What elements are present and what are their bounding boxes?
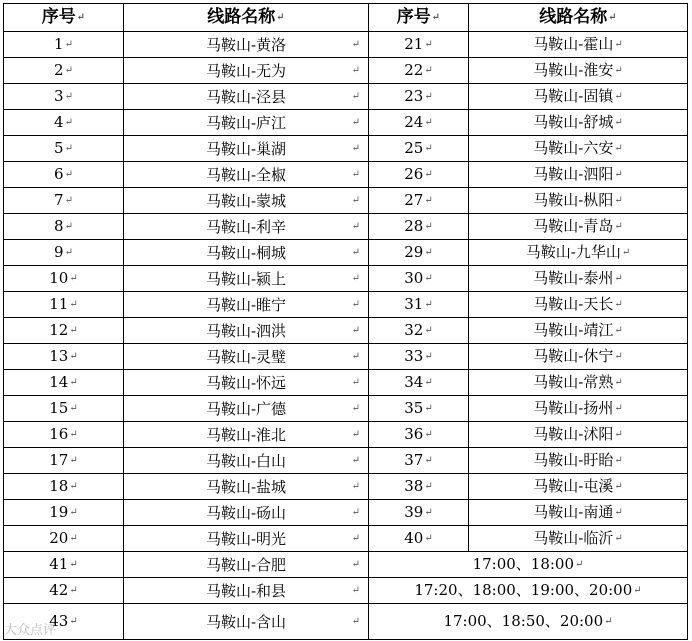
route-name-cell: 马鞍山-泗洪 ↵: [124, 318, 369, 344]
route-name-cell: 马鞍山-泾县 ↵: [124, 84, 369, 110]
seq-number-cell: 5↵: [4, 136, 124, 162]
route-name-cell: 马鞍山-枞阳↵: [469, 188, 688, 214]
route-name-cell: 马鞍山-舒城↵: [469, 110, 688, 136]
seq-number-cell: 34↵: [369, 370, 469, 396]
table-row: [4, 162, 688, 188]
route-name-cell: 马鞍山-盐城 ↵: [124, 474, 369, 500]
table-row: [4, 370, 688, 396]
route-name-cell: 马鞍山-广德 ↵: [124, 396, 369, 422]
seq-number-cell: 41↵: [4, 552, 124, 578]
seq-number-cell: 30↵: [369, 266, 469, 292]
seq-number-cell: 10↵: [4, 266, 124, 292]
table-row: [4, 32, 688, 58]
seq-number-cell: 29↵: [369, 240, 469, 266]
table-row: [4, 188, 688, 214]
seq-number-cell: 33↵: [369, 344, 469, 370]
seq-number-cell: 13↵: [4, 344, 124, 370]
route-name-cell: 马鞍山-泰州↵: [469, 266, 688, 292]
seq-number-cell: 36↵: [369, 422, 469, 448]
route-name-cell: 马鞍山-扬州↵: [469, 396, 688, 422]
seq-number-cell: 25↵: [369, 136, 469, 162]
seq-number-cell: 16↵: [4, 422, 124, 448]
route-name-cell: 马鞍山-九华山↵: [469, 240, 688, 266]
seq-number-cell: 23↵: [369, 84, 469, 110]
seq-number-cell: 31↵: [369, 292, 469, 318]
route-name-cell: 马鞍山-盱眙↵: [469, 448, 688, 474]
departure-times-cell: 17:20、18:00、19:00、20:00↵: [369, 578, 688, 604]
route-name-cell: 马鞍山-六安↵: [469, 136, 688, 162]
table-row: [4, 266, 688, 292]
route-name-cell: 马鞍山-桐城 ↵: [124, 240, 369, 266]
seq-number-cell: 39↵: [369, 500, 469, 526]
seq-number-cell: 35↵: [369, 396, 469, 422]
seq-number-cell: 11↵: [4, 292, 124, 318]
schedule-row: [4, 578, 688, 604]
table-row: [4, 500, 688, 526]
table-row: [4, 240, 688, 266]
table-header-row: [4, 4, 688, 32]
seq-number-cell: 3↵: [4, 84, 124, 110]
seq-number-cell: 43↵: [4, 604, 124, 640]
seq-number-cell: 22↵: [369, 58, 469, 84]
route-name-cell: 马鞍山-青岛↵: [469, 214, 688, 240]
route-name-cell: 马鞍山-固镇↵: [469, 84, 688, 110]
route-name-cell: 马鞍山-霍山↵: [469, 32, 688, 58]
table-row: [4, 344, 688, 370]
route-name-cell: 马鞍山-常熟↵: [469, 370, 688, 396]
seq-number-cell: 28↵: [369, 214, 469, 240]
seq-number-cell: 17↵: [4, 448, 124, 474]
seq-header: 序号↵: [4, 4, 124, 32]
route-name-cell: 马鞍山-庐江 ↵: [124, 110, 369, 136]
route-name-cell: 马鞍山-沭阳↵: [469, 422, 688, 448]
route-name-cell: 马鞍山-休宁↵: [469, 344, 688, 370]
route-name-cell: 马鞍山-睢宁 ↵: [124, 292, 369, 318]
table-row: [4, 110, 688, 136]
schedule-row: [4, 552, 688, 578]
seq-number-cell: 14↵: [4, 370, 124, 396]
bus-route-table: [3, 3, 688, 640]
route-name-cell: 马鞍山-利辛 ↵: [124, 214, 369, 240]
seq-number-cell: 26↵: [369, 162, 469, 188]
seq-number-cell: 19↵: [4, 500, 124, 526]
route-name-cell: 马鞍山-泗阳↵: [469, 162, 688, 188]
route-name-cell: 马鞍山-含山 ↵: [124, 604, 369, 640]
route-name-cell: 马鞍山-淮安↵: [469, 58, 688, 84]
route-name-cell: 马鞍山-明光 ↵: [124, 526, 369, 552]
seq-number-cell: 4↵: [4, 110, 124, 136]
route-name-cell: 马鞍山-天长↵: [469, 292, 688, 318]
route-name-cell: 马鞍山-靖江↵: [469, 318, 688, 344]
seq-number-cell: 21↵: [369, 32, 469, 58]
table-row: [4, 58, 688, 84]
seq-number-cell: 7↵: [4, 188, 124, 214]
seq-number-cell: 37↵: [369, 448, 469, 474]
route-name-cell: 马鞍山-巢湖 ↵: [124, 136, 369, 162]
seq-number-cell: 8↵: [4, 214, 124, 240]
seq-number-cell: 6↵: [4, 162, 124, 188]
route-header: 线路名称↵: [469, 4, 688, 32]
seq-number-cell: 32↵: [369, 318, 469, 344]
route-name-cell: 马鞍山-和县 ↵: [124, 578, 369, 604]
departure-times-cell: 17:00、18:00↵: [369, 552, 688, 578]
departure-times-cell: 17:00、18:50、20:00↵: [369, 604, 688, 640]
route-header: 线路名称↵: [124, 4, 369, 32]
seq-number-cell: 38↵: [369, 474, 469, 500]
seq-number-cell: 1↵: [4, 32, 124, 58]
seq-header: 序号↵: [369, 4, 469, 32]
route-name-cell: 马鞍山-淮北 ↵: [124, 422, 369, 448]
route-name-cell: 马鞍山-南通↵: [469, 500, 688, 526]
route-name-cell: 马鞍山-黄洛 ↵: [124, 32, 369, 58]
seq-number-cell: 15↵: [4, 396, 124, 422]
seq-number-cell: 24↵: [369, 110, 469, 136]
route-name-cell: 马鞍山-蒙城 ↵: [124, 188, 369, 214]
route-name-cell: 马鞍山-无为 ↵: [124, 58, 369, 84]
seq-number-cell: 18↵: [4, 474, 124, 500]
seq-number-cell: 9↵: [4, 240, 124, 266]
route-name-cell: 马鞍山-合肥 ↵: [124, 552, 369, 578]
seq-number-cell: 12↵: [4, 318, 124, 344]
table-row: [4, 448, 688, 474]
route-name-cell: 马鞍山-屯溪↵: [469, 474, 688, 500]
seq-number-cell: 27↵: [369, 188, 469, 214]
table-row: [4, 318, 688, 344]
route-name-cell: 马鞍山-全椒 ↵: [124, 162, 369, 188]
seq-number-cell: 20↵: [4, 526, 124, 552]
seq-number-cell: 40↵: [369, 526, 469, 552]
seq-number-cell: 42↵: [4, 578, 124, 604]
route-name-cell: 马鞍山-白山 ↵: [124, 448, 369, 474]
route-name-cell: 马鞍山-灵璧 ↵: [124, 344, 369, 370]
table-row: [4, 136, 688, 162]
table-row: [4, 474, 688, 500]
table-row: [4, 84, 688, 110]
seq-number-cell: 2↵: [4, 58, 124, 84]
route-name-cell: 马鞍山-砀山 ↵: [124, 500, 369, 526]
route-name-cell: 马鞍山-怀远 ↵: [124, 370, 369, 396]
route-name-cell: 马鞍山-颍上 ↵: [124, 266, 369, 292]
table-row: [4, 422, 688, 448]
table-row: [4, 396, 688, 422]
watermark: 大众点评: [4, 623, 57, 638]
table-row: [4, 292, 688, 318]
route-name-cell: 马鞍山-临沂↵: [469, 526, 688, 552]
table-row: [4, 526, 688, 552]
table-row: [4, 214, 688, 240]
schedule-row: [4, 604, 688, 640]
